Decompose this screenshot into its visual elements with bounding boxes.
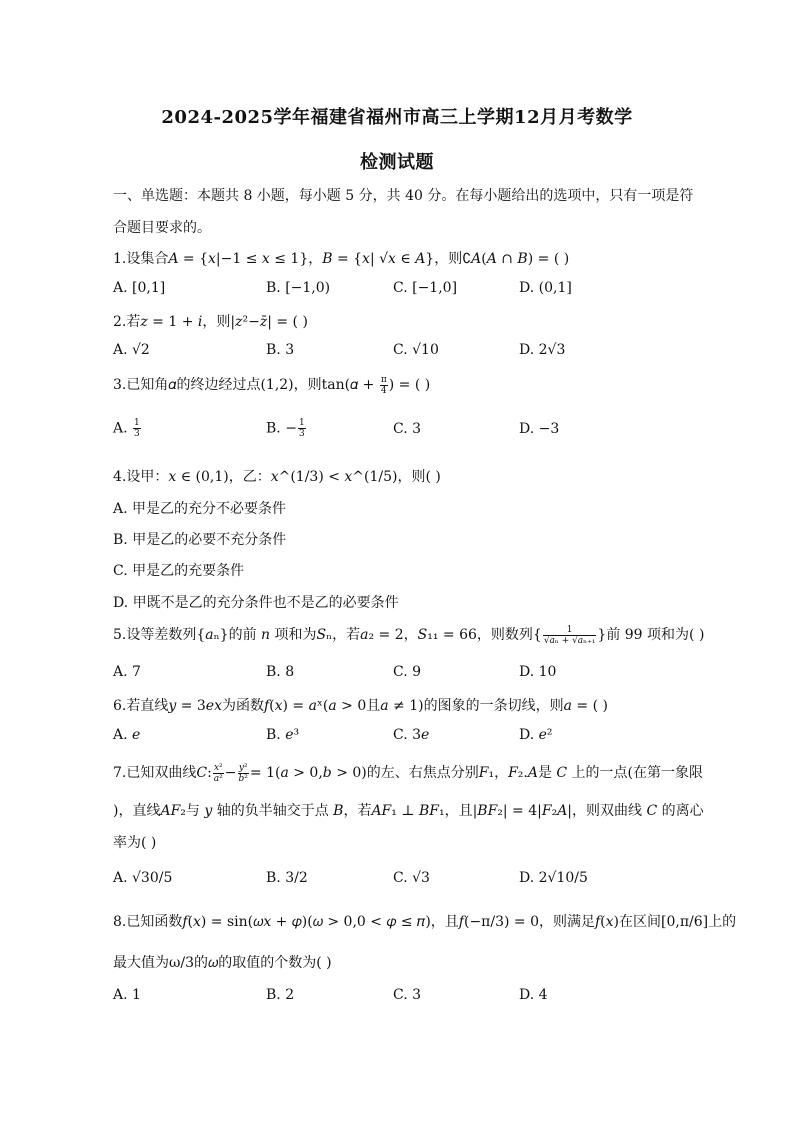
question-5-fraction — [543, 625, 597, 646]
question-5-option-b: B. 8 — [266, 664, 295, 680]
question-7-fraction-x-den: 𝑎² — [213, 773, 223, 784]
question-3-fraction-den: 4 — [380, 385, 387, 396]
question-3-fraction — [380, 375, 388, 396]
question-7-stem-line1 — [113, 762, 703, 784]
question-3-option-a — [113, 418, 142, 439]
question-3-option-b-fraction — [298, 418, 306, 439]
question-5-option-c: C. 9 — [393, 664, 422, 680]
question-2-stem: 2.若𝑧 = 1 + 𝑖，则|𝑧²−𝑧̄| = ( ) — [113, 314, 308, 330]
question-3-option-c: C. 3 — [393, 421, 422, 437]
question-7-stem-pre: 7.已知双曲线𝐶: — [113, 765, 212, 781]
question-5-fraction-num: 1 — [543, 625, 597, 636]
question-4-option-a: A. 甲是乙的充分不必要条件 — [113, 501, 287, 517]
question-8-option-b: B. 2 — [266, 987, 295, 1003]
question-6-stem: 6.若直线𝑦 = 3𝑒𝑥为函数𝑓(𝑥) = 𝑎ˣ(𝑎 > 0且𝑎 ≠ 1)的图象的一条切线，则𝑎 = ( ) — [113, 698, 608, 714]
question-2-option-b: B. 3 — [266, 342, 295, 358]
question-7-fraction-y — [238, 763, 249, 784]
question-8-option-c: C. 3 — [393, 987, 422, 1003]
question-8-option-d: D. 4 — [519, 987, 548, 1003]
question-3-stem-pre: 3.已知角𝛼的终边经过点(1,2)，则tan(𝛼 + — [113, 377, 379, 393]
question-5-fraction-den: √𝑎ₙ + √𝑎ₙ₊₁ — [543, 635, 596, 646]
question-1-option-c: C. [−1,0] — [393, 280, 458, 296]
question-4-stem: 4.设甲：𝑥 ∈ (0,1)，乙：𝑥^(1/3) < 𝑥^(1/5)，则( ) — [113, 469, 441, 485]
question-2-option-d: D. 2√3 — [519, 342, 566, 358]
question-5-stem — [113, 624, 704, 646]
question-3-stem-post: ) = ( ) — [388, 377, 431, 393]
question-3-stem — [113, 374, 430, 396]
question-7-option-a: A. √30/5 — [113, 870, 173, 886]
question-7-option-c: C. √3 — [393, 870, 430, 886]
question-2-option-c: C. √10 — [393, 342, 439, 358]
question-3-option-b-sign: − — [285, 420, 297, 437]
question-6-option-c: C. 3𝑒 — [393, 727, 430, 743]
question-3-option-b-num: 1 — [298, 418, 305, 428]
question-1-option-d: D. (0,1] — [519, 280, 572, 296]
question-3-option-d: D. −3 — [519, 421, 560, 437]
question-1-option-a: A. [0,1] — [113, 280, 166, 296]
question-1-stem: 1.设集合𝐴 = {𝑥|−1 ≤ 𝑥 ≤ 1}，𝐵 = {𝑥| √𝑥 ∈ 𝐴}，则∁𝐴(𝐴 ∩ 𝐵) = ( ) — [113, 251, 570, 267]
question-3-fraction-num: π — [380, 374, 387, 385]
question-3-option-a-den: 3 — [134, 429, 140, 439]
section-instructions-line1: 一、单选题：本题共 8 小题，每小题 5 分，共 40 分。在每小题给出的选项中，只有一项是符 — [113, 188, 694, 204]
question-8-stem-line2: 最大值为ω/3的𝜔的取值的个数为( ) — [113, 955, 332, 971]
question-3-option-b-label: B. — [266, 420, 281, 437]
question-8-option-a: A. 1 — [113, 987, 141, 1003]
question-7-stem-post: = 1(𝑎 > 0,𝑏 > 0)的左、右焦点分别𝐹₁，𝐹₂.𝐴是 𝐶 上的一点(在第一象限 — [249, 765, 704, 781]
question-3-option-b-den: 3 — [298, 429, 305, 439]
question-7-fraction-y-den: 𝑏² — [238, 773, 248, 784]
question-4-option-d: D. 甲既不是乙的充分条件也不是乙的必要条件 — [113, 595, 399, 611]
question-7-fraction-x-num: 𝑥² — [213, 762, 223, 773]
question-5-stem-pre: 5.设等差数列{𝑎ₙ}的前 𝑛 项和为𝑆ₙ，若𝑎₂ = 2，𝑆₁₁ = 66，则数列{ — [113, 627, 542, 643]
question-3-option-a-fraction — [133, 418, 141, 439]
question-7-option-d: D. 2√10/5 — [519, 870, 588, 886]
page-title: 2024-2025学年福建省福州市高三上学期12月月考数学 — [161, 107, 633, 128]
question-3-option-b — [266, 418, 307, 439]
question-5-stem-post: }前 99 项和为( ) — [597, 627, 705, 643]
question-6-option-d: D. 𝑒² — [519, 727, 553, 743]
question-7-option-b: B. 3/2 — [266, 870, 308, 886]
question-6-option-a: A. 𝑒 — [113, 727, 141, 743]
question-7-stem-line2: )，直线𝐴𝐹₂与 𝑦 轴的负半轴交于点 𝐵，若𝐴𝐹₁ ⊥ 𝐵𝐹₁，且|𝐵𝐹₂| = 4|𝐹₂𝐴|，则双曲线 𝐶 的离心 — [113, 803, 704, 819]
question-4-option-c: C. 甲是乙的充要条件 — [113, 563, 245, 579]
question-3-option-a-label: A. — [113, 420, 128, 437]
question-7-fraction-y-num: 𝑦² — [238, 762, 248, 773]
question-7-minus: − — [224, 765, 237, 781]
question-5-option-d: D. 10 — [519, 664, 557, 680]
question-2-option-a: A. √2 — [113, 342, 150, 358]
question-1-option-b: B. [−1,0) — [266, 280, 331, 296]
question-8-stem-line1: 8.已知函数𝑓(𝑥) = sin(𝜔𝑥 + 𝜑)(𝜔 > 0,0 < 𝜑 ≤ 𝜋)，且𝑓(−π/3) = 0，则满足𝑓(𝑥)在区间[0,π/6]上的 — [113, 914, 737, 930]
question-7-stem-line3: 率为( ) — [113, 835, 157, 851]
question-5-option-a: A. 7 — [113, 664, 141, 680]
question-7-fraction-x — [213, 763, 224, 784]
question-4-option-b: B. 甲是乙的必要不充分条件 — [113, 532, 287, 548]
section-instructions-line2: 合题目要求的。 — [113, 220, 211, 236]
question-6-option-b: B. 𝑒³ — [266, 727, 300, 743]
page-subtitle: 检测试题 — [360, 152, 434, 173]
question-3-option-a-num: 1 — [134, 418, 140, 428]
